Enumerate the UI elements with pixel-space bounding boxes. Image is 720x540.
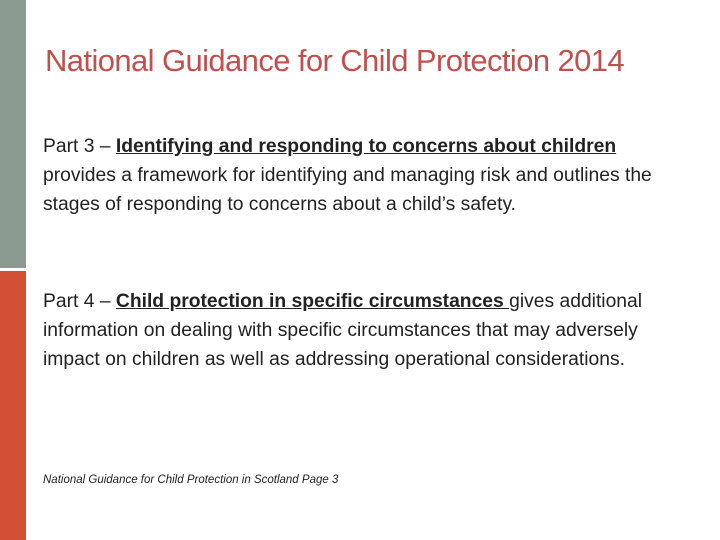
part-4-heading: Child protection in specific circumstances <box>115 291 510 312</box>
accent-bar-top <box>0 0 26 270</box>
accent-bar-bottom <box>0 270 26 540</box>
paragraph-part-4 <box>43 287 683 374</box>
part-3-prefix: Part 3 – <box>43 136 116 157</box>
part-3-description: provides a framework for identifying and managing risk and outlines the stages of responding to concerns about a child’s safety. <box>43 165 652 215</box>
part-4-prefix: Part 4 – <box>43 291 116 312</box>
source-citation: National Guidance for Child Protection in Scotland Page 3 <box>43 474 339 486</box>
slide-title: National Guidance for Child Protection 2014 <box>45 43 625 78</box>
accent-bar-divider <box>0 268 26 271</box>
part-4-description: gives additional information on dealing with specific circumstances that may adversely impact on children as well as addressing operational considerations. <box>43 291 643 370</box>
paragraph-part-3 <box>43 132 683 219</box>
part-3-heading: Identifying and responding to concerns about children <box>115 136 617 157</box>
